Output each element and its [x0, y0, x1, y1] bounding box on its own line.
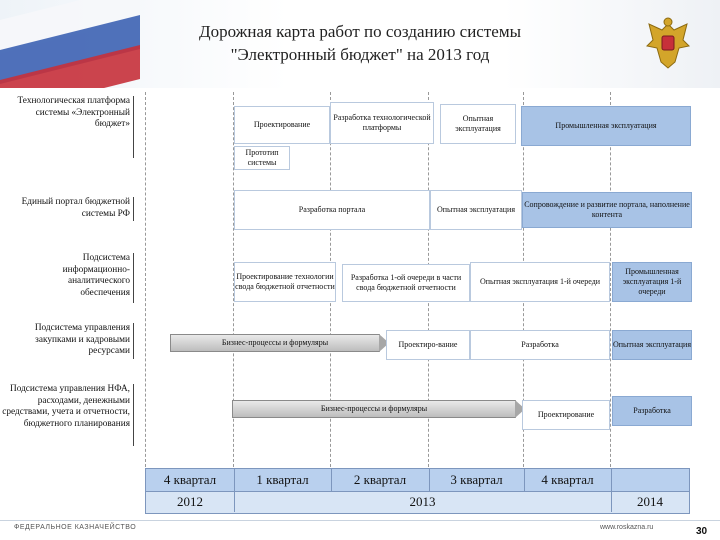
quarter-label: 4 квартал — [163, 472, 217, 487]
grid-line — [145, 92, 146, 472]
quarter-label: 3 квартал — [450, 472, 503, 487]
year-label: 2014 — [637, 494, 663, 509]
emblem-icon — [643, 16, 693, 72]
task-r3-design: Проектирование технологии свода бюджетной отчетности — [234, 262, 336, 302]
timeline-quarters — [145, 468, 690, 492]
task-r1-proto: Прототип системы — [234, 146, 290, 170]
row-label-portal: Единый портал бюджетной системы РФ — [4, 197, 130, 221]
grid-line — [610, 92, 611, 472]
year-label: 2012 — [177, 494, 203, 509]
footer-site: www.roskazna.ru — [600, 524, 654, 531]
title-line-2: "Электронный бюджет" на 2013 год — [230, 45, 490, 64]
title-line-1: Дорожная карта работ по созданию системы — [198, 22, 522, 41]
quarter-label: 2 квартал — [353, 472, 407, 487]
row-label-analytics: Подсистема информационно-аналитического обеспечения — [28, 253, 130, 303]
quarter-label: 1 квартал — [256, 472, 309, 487]
task-r4-dev: Разработка — [470, 330, 610, 360]
task-r4-design: Проектиро-вание — [386, 330, 470, 360]
slide-title — [150, 20, 570, 66]
task-r4-bp: Бизнес-процессы и формуляры — [170, 334, 380, 352]
task-r1-dev: Разработка технологической платформы — [330, 102, 434, 144]
task-r3-prod: Промышленная эксплуатация 1-й очереди — [612, 262, 692, 302]
year-label: 2013 — [409, 494, 436, 509]
task-r2-pilot: Опытная эксплуатация — [430, 190, 522, 230]
task-r5-dev: Разработка — [612, 396, 692, 426]
task-r3-pilot: Опытная эксплуатация 1-й очереди — [470, 262, 610, 302]
row-label-nfa: Подсистема управления НФА, расходами, денежными средствами, учета и отчетности, бюджетного планирования — [2, 384, 130, 446]
timeline-years — [145, 492, 690, 514]
footer-org: ФЕДЕРАЛЬНОЕ КАЗНАЧЕЙСТВО — [14, 524, 137, 531]
task-r1-design: Проектирование — [234, 106, 330, 144]
task-r2-dev: Разработка портала — [234, 190, 430, 230]
page-number: 30 — [696, 526, 708, 537]
row-label-platform: Технологическая платформа системы «Электронный бюджет» — [10, 96, 130, 158]
footer-divider — [0, 520, 720, 521]
row-label-procurement: Подсистема управления закупками и кадровыми ресурсами — [4, 323, 130, 359]
task-r4-pilot: Опытная эксплуатация — [612, 330, 692, 360]
flag-decoration — [0, 0, 140, 88]
task-r3-dev: Разработка 1-ой очереди в части свода бюджетной отчетности — [342, 264, 470, 302]
task-r2-support: Сопровождение и развитие портала, наполнение контента — [522, 192, 692, 228]
task-r1-prod: Промышленная эксплуатация — [521, 106, 691, 146]
quarter-label: 4 квартал — [541, 472, 594, 487]
task-r1-pilot: Опытная эксплуатация — [440, 104, 516, 144]
task-r5-design: Проектирование — [522, 400, 610, 430]
task-r5-bp: Бизнес-процессы и формуляры — [232, 400, 516, 418]
